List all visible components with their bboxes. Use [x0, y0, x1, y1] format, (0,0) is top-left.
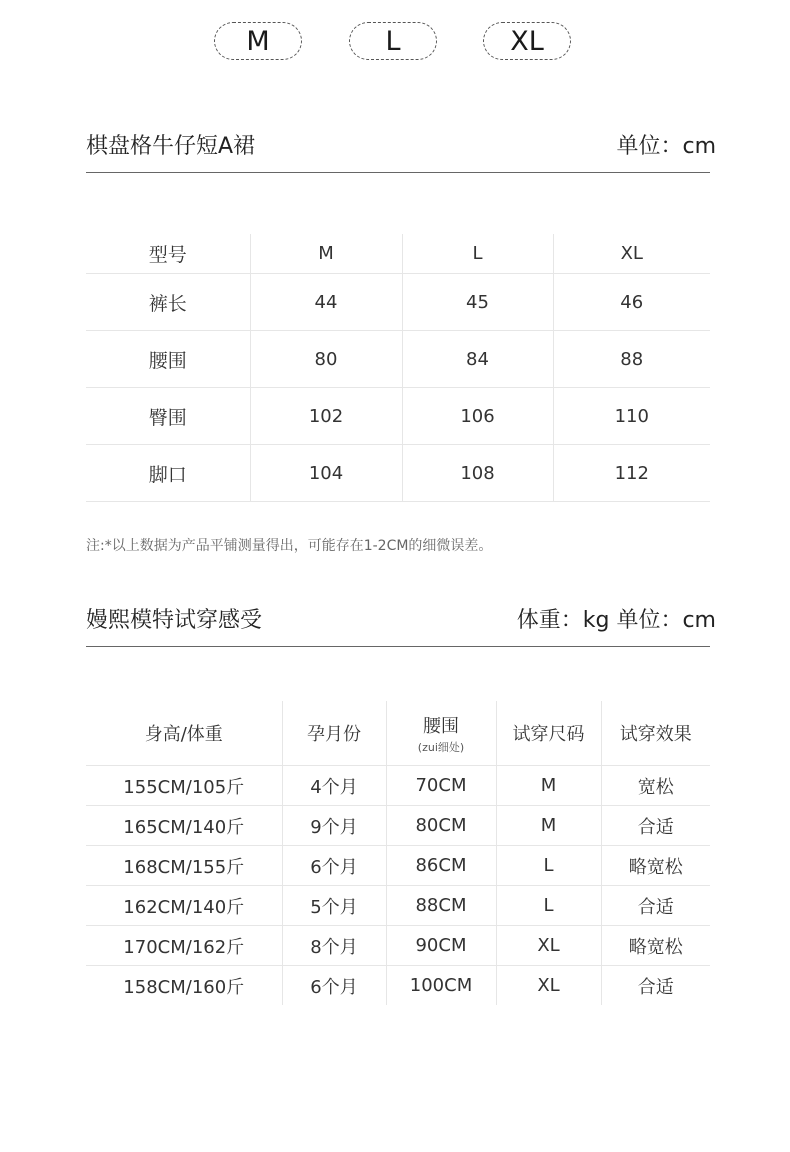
header-cell: 试穿尺码	[496, 701, 601, 766]
row-label: 脚口	[86, 445, 250, 502]
table-row	[86, 274, 710, 331]
table-cell: 90CM	[386, 926, 496, 966]
table-cell: XL	[496, 966, 601, 1006]
table-cell: 108	[402, 445, 553, 502]
table-cell: XL	[496, 926, 601, 966]
table-cell: 70CM	[386, 766, 496, 806]
table-cell: 45	[402, 274, 553, 331]
table-cell: 5个月	[282, 886, 386, 926]
size-chart-header	[86, 133, 716, 173]
table-cell: 88CM	[386, 886, 496, 926]
size-chart-unit: 单位：cm	[616, 134, 716, 159]
table-row	[86, 806, 710, 846]
table-cell: L	[496, 846, 601, 886]
table-cell: 6个月	[282, 966, 386, 1006]
table-cell: 100CM	[386, 966, 496, 1006]
size-chart-title: 棋盘格牛仔短A裙	[86, 134, 256, 159]
table-cell: 102	[250, 388, 402, 445]
table-cell: 88	[553, 331, 710, 388]
table-cell: 110	[553, 388, 710, 445]
table-cell: 80CM	[386, 806, 496, 846]
row-label: 腰围	[86, 331, 250, 388]
fitting-title: 嫚熙模特试穿感受	[86, 608, 263, 633]
table-row	[86, 846, 710, 886]
fitting-header	[86, 607, 716, 647]
size-chart-table	[86, 234, 710, 502]
header-cell: 试穿效果	[601, 701, 710, 766]
table-header-row	[86, 701, 710, 766]
table-cell: 162CM/140斤	[86, 886, 282, 926]
header-cell: L	[402, 234, 553, 274]
table-row	[86, 766, 710, 806]
header-cell: 身高/体重	[86, 701, 282, 766]
table-cell: 8个月	[282, 926, 386, 966]
table-cell: 46	[553, 274, 710, 331]
size-option-xl[interactable]: XL	[483, 22, 571, 60]
size-option-l[interactable]: L	[349, 22, 437, 60]
header-cell-waist	[386, 701, 496, 766]
table-cell: 106	[402, 388, 553, 445]
table-row	[86, 886, 710, 926]
table-cell: 155CM/105斤	[86, 766, 282, 806]
size-selector	[0, 22, 790, 64]
table-row	[86, 445, 710, 502]
table-cell: 158CM/160斤	[123, 976, 245, 998]
fitting-table	[86, 701, 710, 1005]
table-cell: 112	[553, 445, 710, 502]
table-cell: 宽松	[601, 766, 710, 806]
table-cell: L	[496, 886, 601, 926]
table-cell: 略宽松	[601, 926, 710, 966]
table-cell: 6个月	[282, 846, 386, 886]
table-cell: 4个月	[282, 766, 386, 806]
table-cell: 80	[250, 331, 402, 388]
table-header-row	[86, 234, 710, 274]
table-cell: 略宽松	[601, 846, 710, 886]
table-cell: 84	[402, 331, 553, 388]
table-cell: 9个月	[282, 806, 386, 846]
table-cell: 104	[250, 445, 402, 502]
table-cell: 86CM	[386, 846, 496, 886]
table-row	[86, 331, 710, 388]
table-cell: 合适	[601, 806, 710, 846]
table-row	[86, 926, 710, 966]
header-cell-sublabel: (zui细处)	[417, 740, 465, 754]
table-row	[86, 388, 710, 445]
table-cell: 合适	[601, 886, 710, 926]
table-row	[86, 966, 710, 1006]
table-cell: 44	[250, 274, 402, 331]
size-option-m[interactable]: M	[214, 22, 302, 60]
table-cell: 合适	[601, 966, 710, 1006]
table-cell: M	[496, 766, 601, 806]
measurement-note: 注:*以上数据为产品平铺测量得出，可能存在1-2CM的细微误差。	[86, 538, 493, 554]
table-cell: M	[496, 806, 601, 846]
header-cell-label: 腰围	[423, 715, 459, 737]
header-cell: XL	[553, 234, 710, 274]
fitting-unit: 体重：kg 单位：cm	[516, 608, 716, 633]
header-cell: 型号	[86, 234, 250, 274]
header-cell: M	[250, 234, 402, 274]
row-label: 臀围	[86, 388, 250, 445]
row-label: 裤长	[86, 274, 250, 331]
table-cell: 170CM/162斤	[86, 926, 282, 966]
header-cell: 孕月份	[282, 701, 386, 766]
table-cell: 165CM/140斤	[86, 806, 282, 846]
table-cell: 168CM/155斤	[86, 846, 282, 886]
